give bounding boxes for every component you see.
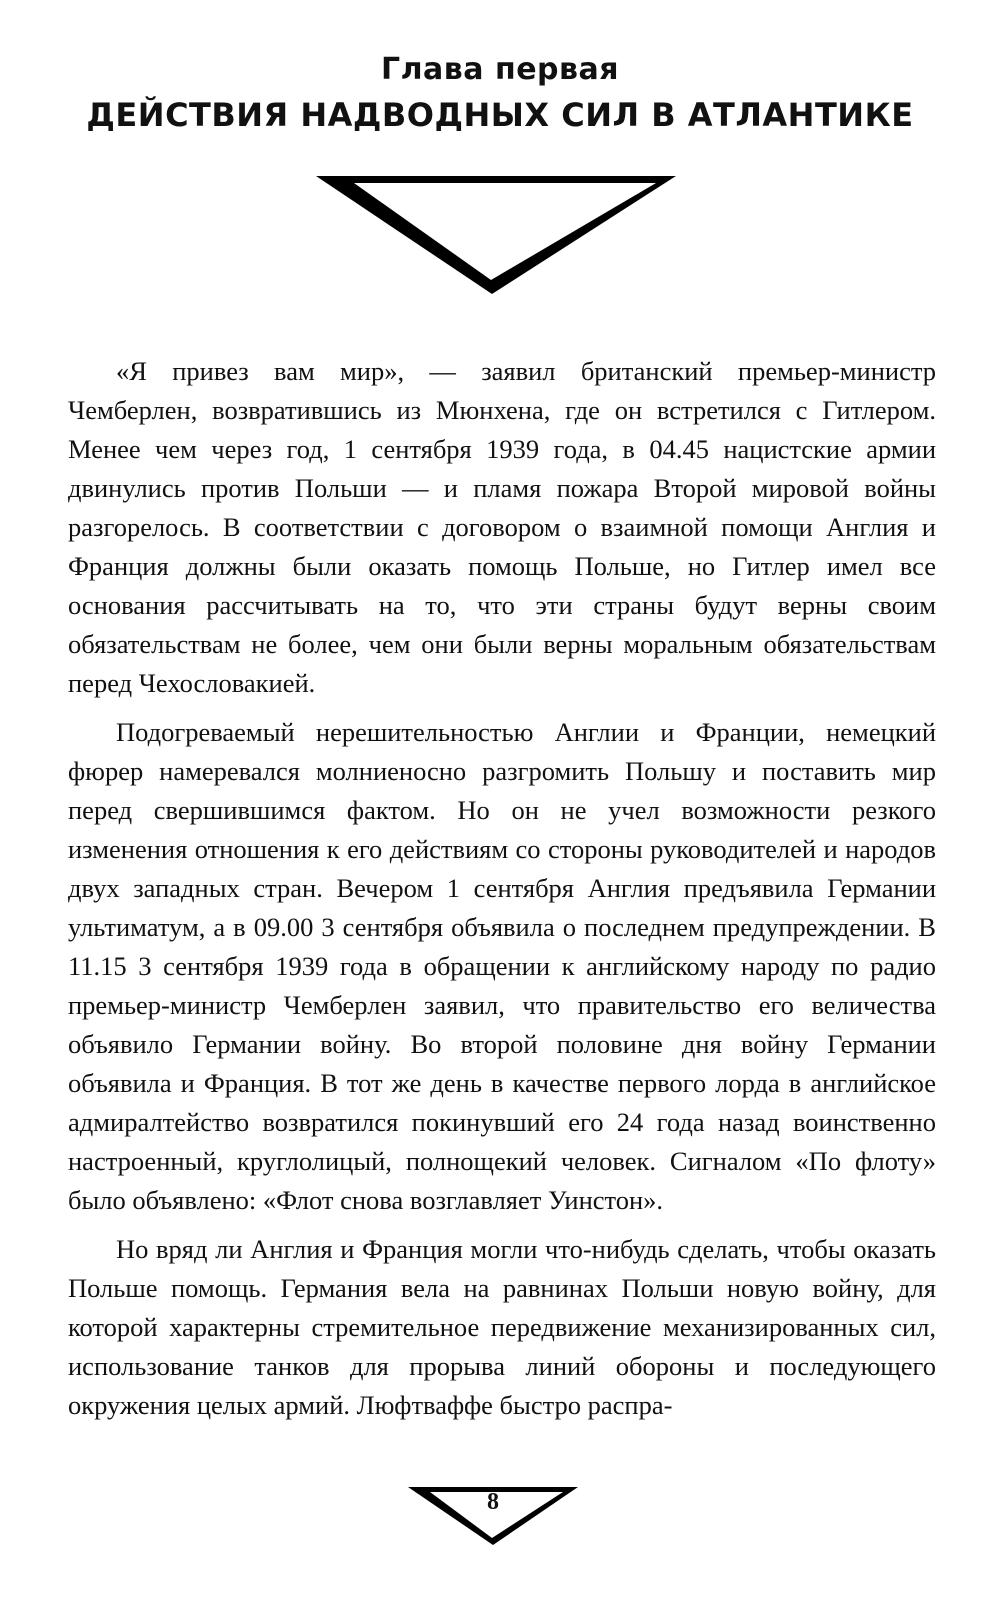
chapter-ornament-triangle-icon: [316, 176, 676, 296]
body-text: [68, 352, 936, 1435]
paragraph-3: Но вряд ли Англия и Франция могли что-нибудь сделать, чтобы оказать Польше помощь. Германия вела на равнинах Польши новую войну, для которой характерны стремительное передвижение механизированных сил, использование танков для прорыва линий обороны и последующего окружения целых армий. Люфтваффе быстро распра-: [68, 1234, 936, 1420]
chapter-title: ДЕЙСТВИЯ НАДВОДНЫХ СИЛ В АТЛАНТИКЕ: [86, 96, 914, 134]
page-number: 8: [487, 1489, 499, 1515]
paragraph-2: Подогреваемый нерешительностью Англии и Франции, немецкий фюрер намеревался молниеносно разгромить Польшу и поставить мир перед свершившимся фактом. Но он не учел возможности резкого изменения отношения к его действиям со стороны руководителей и народов двух западных стран. Вечером 1 сентября Англия предъявила Германии ультиматум, а в 09.00 3 сентября объявила о последнем предупреждении. В 11.15 3 сентября 1939 года в обращении к английскому народу по радио премьер-министр Чемберлен заявил, что правительство его величества объявило Германии войну. Во второй половине дня войну Германии объявила и Франция. В тот же день в качестве первого лорда в английское адмиралтейство возвратился покинувший его 24 года назад воинственно настроенный, круглолицый, полнощекий человек. Сигналом «По флоту» было объявлено: «Флот снова возглавляет Уинстон».: [68, 717, 936, 1215]
chapter-label: Глава первая: [380, 52, 620, 87]
paragraph-1: «Я привез вам мир», — заявил британский премьер-министр Чемберлен, возвратившись из Мюнхена, где он встретился с Гитлером. Менее чем через год, 1 сентября 1939 года, в 04.45 нацистские армии двинулись против Польши — и пламя пожара Второй мировой войны разгорелось. В соответствии с договором о взаимной помощи Англия и Франция должны были оказать помощь Польше, но Гитлер имел все основания рассчитывать на то, что эти страны будут верны своим обязательствам не более, чем они были верны моральным обязательствам перед Чехословакией.: [68, 356, 936, 698]
